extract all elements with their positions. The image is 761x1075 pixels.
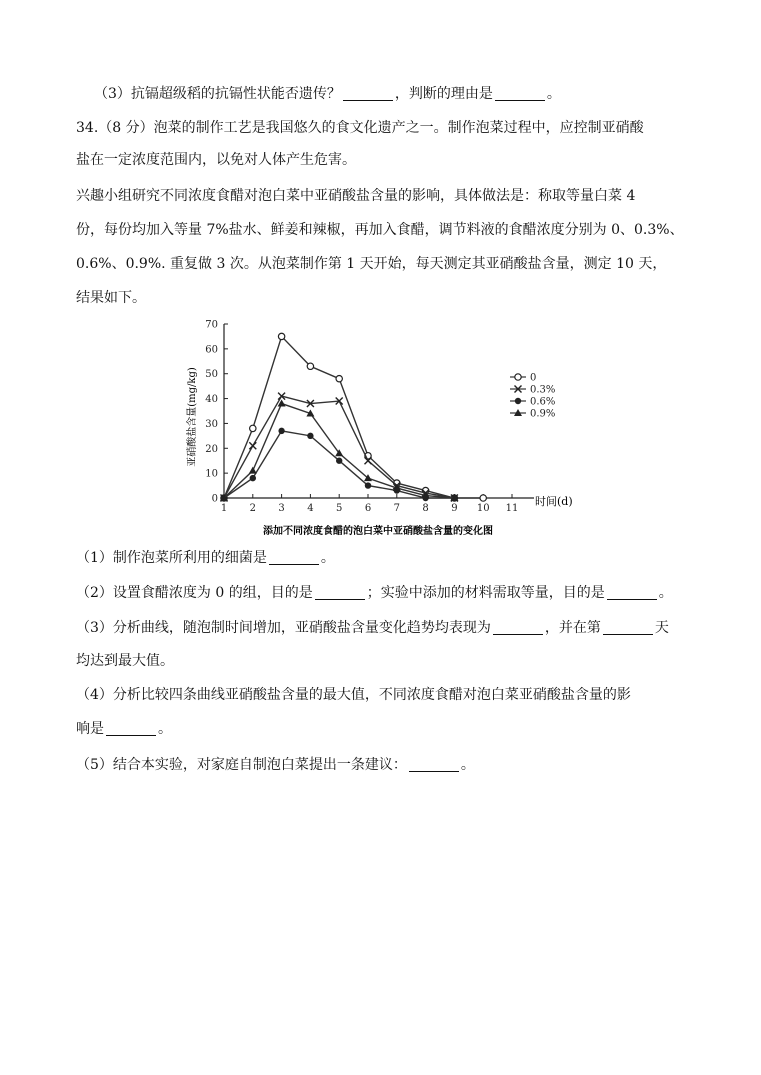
- x-tick-label: 2: [249, 503, 256, 514]
- y-tick-label: 60: [205, 344, 218, 356]
- data-point: [278, 333, 284, 339]
- chart-axes: [224, 324, 537, 498]
- sub1-text: （1）制作泡菜所利用的细菌是: [76, 550, 267, 566]
- x-tick-label: 8: [422, 503, 429, 514]
- data-point: [249, 442, 256, 449]
- y-tick-label: 40: [205, 394, 218, 406]
- data-point: [250, 425, 256, 431]
- sub3-text: （3）分析曲线，随泡制时间增加，亚硝酸盐含量变化趋势均表现为: [76, 620, 491, 636]
- series-line: [224, 431, 454, 498]
- x-tick-label: 3: [278, 503, 285, 514]
- y-tick-label: 50: [205, 369, 218, 381]
- answer-blank[interactable]: [315, 585, 365, 600]
- answer-blank[interactable]: [409, 757, 459, 772]
- q34-method-2: 份，每份均加入等量 7%盐水、鲜姜和辣椒，再加入食醋，调节料液的食醋浓度分别为 0、0.3%、: [76, 222, 684, 238]
- data-point: [515, 374, 521, 380]
- x-axis-label: 时间(d): [535, 495, 573, 508]
- legend-label: 0: [530, 372, 537, 384]
- q34-sub4-cont: [76, 719, 172, 739]
- sub5-end: 。: [460, 757, 475, 773]
- data-point: [278, 428, 284, 434]
- x-tick-label: 10: [476, 503, 490, 514]
- x-tick-label: 7: [393, 503, 400, 514]
- q34-method-3: 0.6%、0.9%. 重复做 3 次。从泡菜制作第 1 天开始，每天测定其亚硝酸盐含量，测定 10 天，: [76, 256, 667, 272]
- q34-sub3-cont: 均达到最大值。: [76, 653, 174, 669]
- data-point: [307, 433, 313, 439]
- q34-header-cont: 盐在一定浓度范围内，以免对人体产生危害。: [76, 152, 356, 168]
- chart-legend: [510, 373, 555, 420]
- x-tick-label: 1: [220, 503, 228, 514]
- answer-blank[interactable]: [607, 585, 657, 600]
- data-point: [250, 475, 256, 481]
- series-3: [220, 400, 458, 501]
- x-tick-label: 11: [505, 503, 519, 514]
- sub4-text: 响是: [76, 721, 104, 737]
- sub2-end: 。: [658, 585, 673, 601]
- sub3-text3: 天: [654, 620, 669, 636]
- q3-prev-text: （3）抗镉超级稻的抗镉性状能否遗传？: [94, 86, 341, 102]
- data-point: [336, 458, 342, 464]
- x-tick-label: 5: [336, 503, 343, 514]
- data-point: [365, 482, 371, 488]
- answer-blank[interactable]: [493, 620, 543, 635]
- y-tick-label: 0: [211, 493, 218, 505]
- sub3-text2: ，并在第: [544, 620, 601, 636]
- legend-label: 0.3%: [530, 384, 556, 396]
- chart-ticks: [205, 320, 518, 515]
- y-tick-label: 20: [205, 443, 218, 455]
- y-tick-label: 30: [205, 418, 218, 430]
- answer-blank[interactable]: [495, 86, 545, 101]
- legend-label: 0.9%: [530, 408, 556, 420]
- q3-prev-end: 。: [546, 86, 561, 102]
- q34-sub3: [76, 618, 669, 638]
- series-1: [221, 393, 458, 502]
- y-tick-label: 10: [205, 468, 218, 480]
- x-tick-label: 6: [364, 503, 372, 514]
- q34-header: 34.（8 分）泡菜的制作工艺是我国悠久的食文化遗产之一。制作泡菜过程中，应控制亚硝酸: [76, 120, 644, 136]
- q34-method-1: 兴趣小组研究不同浓度食醋对泡白菜中亚硝酸盐含量的影响，具体做法是：称取等量白菜 4: [76, 188, 636, 204]
- data-point: [307, 363, 313, 369]
- q34-sub4: （4）分析比较四条曲线亚硝酸盐含量的最大值，不同浓度食醋对泡白菜亚硝酸盐含量的影: [76, 687, 631, 703]
- sub2-text: （2）设置食醋浓度为 0 的组，目的是: [76, 585, 313, 601]
- q3-prev-line: [94, 84, 561, 104]
- sub1-end: 。: [320, 550, 335, 566]
- q34-sub1: [76, 548, 335, 568]
- q34-sub5: [76, 755, 475, 775]
- data-point: [336, 375, 342, 381]
- chart-series: [220, 333, 486, 501]
- data-point: [249, 467, 257, 474]
- x-tick-label: 9: [451, 503, 458, 514]
- q3-prev-text2: ，判断的理由是: [394, 86, 493, 102]
- sub5-text: （5）结合本实验，对家庭自制泡白菜提出一条建议：: [76, 757, 407, 773]
- data-point: [480, 495, 486, 501]
- chart-title: 添加不同浓度食醋的泡白菜中亚硝酸盐含量的变化图: [263, 526, 493, 537]
- data-point: [515, 398, 521, 404]
- q34-method-4: 结果如下。: [76, 290, 146, 306]
- answer-blank[interactable]: [343, 86, 393, 101]
- legend-label: 0.6%: [530, 396, 556, 408]
- series-0: [221, 333, 487, 501]
- answer-blank[interactable]: [106, 721, 156, 736]
- nitrite-line-chart: [180, 312, 580, 544]
- x-tick-label: 4: [307, 503, 314, 514]
- q34-sub2: [76, 583, 673, 603]
- y-tick-label: 70: [205, 319, 218, 331]
- answer-blank[interactable]: [269, 550, 319, 565]
- sub4-end: 。: [158, 721, 172, 737]
- y-axis-label: 亚硝酸盐含量(mg/kg): [187, 367, 198, 467]
- sub2-text2: ；实验中添加的材料需取等量，目的是: [366, 585, 605, 601]
- answer-blank[interactable]: [603, 620, 653, 635]
